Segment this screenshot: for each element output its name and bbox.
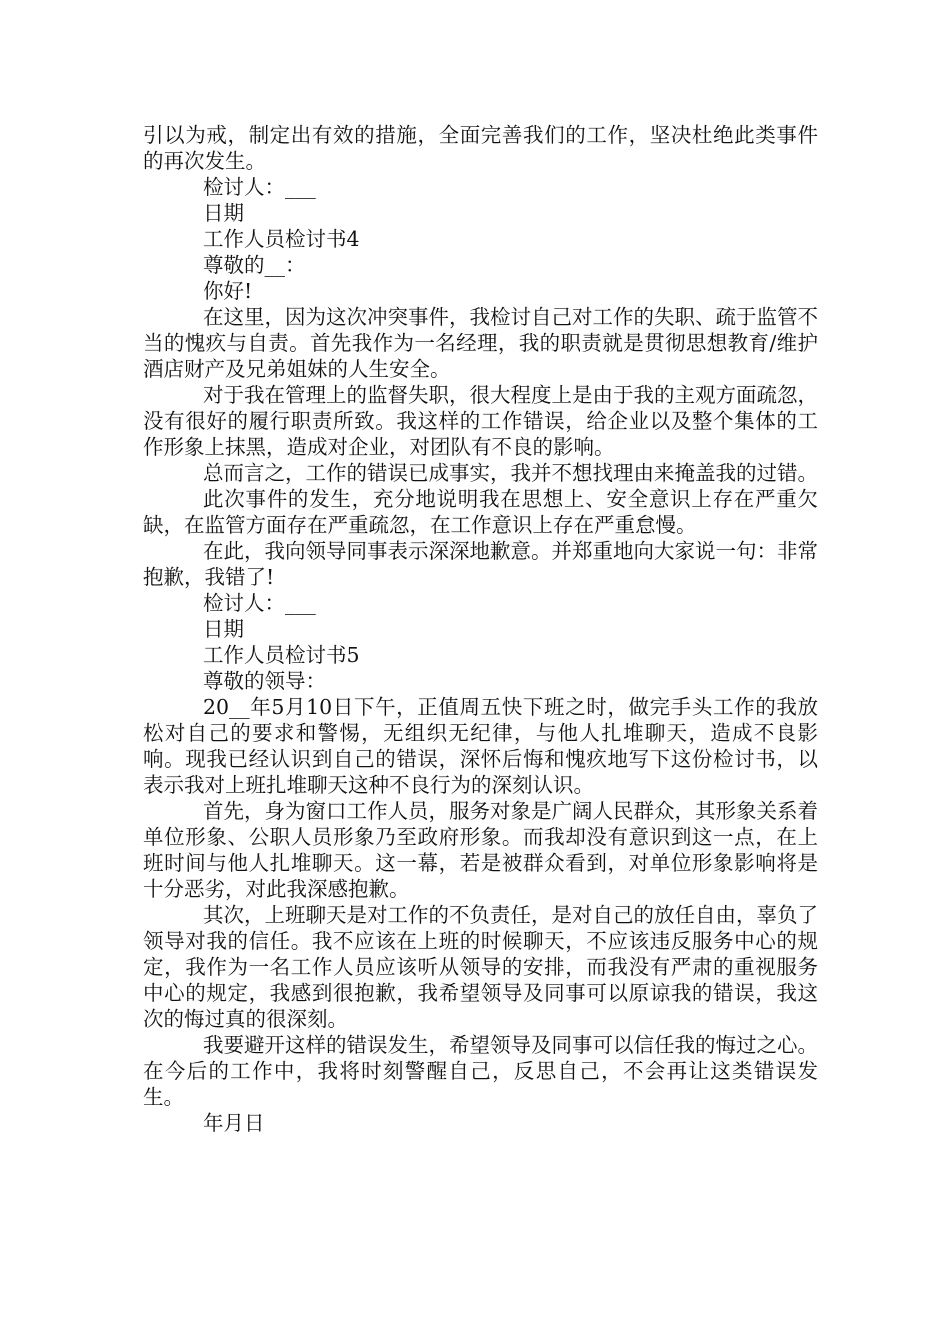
- date-line: 年月日: [203, 1111, 265, 1135]
- document-body: [143, 122, 818, 1136]
- signature-line: 检讨人：___: [203, 591, 316, 615]
- greeting: 你好!: [203, 279, 253, 303]
- body-paragraph: 在这里，因为这次冲突事件，我检讨自己对工作的失职、疏于监管不当的愧疚与自责。首先我作为一名经理，我的职责就是贯彻思想教育/维护酒店财产及兄弟姐妹的人生安全。: [143, 305, 818, 381]
- body-paragraph: 20__年5月10日下午，正值周五快下班之时，做完手头工作的我放松对自己的要求和警惕，无组织无纪律，与他人扎堆聊天，造成不良影响。现我已经认识到自己的错误，深怀后悔和愧疚地写下这份检讨书，以表示我对上班扎堆聊天这种不良行为的深刻认识。: [143, 695, 818, 797]
- salutation: 尊敬的__：: [203, 253, 306, 277]
- body-paragraph: 对于我在管理上的监督失职，很大程度上是由于我的主观方面疏忽，没有很好的履行职责所致。我这样的工作错误，给企业以及整个集体的工作形象上抹黑，造成对企业，对团队有不良的影响。: [143, 383, 818, 459]
- section-title: 工作人员检讨书4: [203, 227, 360, 251]
- signature-line: 检讨人：___: [203, 175, 316, 199]
- salutation: 尊敬的领导：: [203, 669, 326, 693]
- body-paragraph: 此次事件的发生，充分地说明我在思想上、安全意识上存在严重欠缺，在监管方面存在严重疏忽，在工作意识上存在严重怠慢。: [143, 487, 818, 537]
- body-paragraph: 其次，上班聊天是对工作的不负责任，是对自己的放任自由，辜负了领导对我的信任。我不应该在上班的时候聊天，不应该违反服务中心的规定，我作为一名工作人员应该听从领导的安排，而我没有严肃的重视服务中心的规定，我感到很抱歉，我希望领导及同事可以原谅我的错误，我这次的悔过真的很深刻。: [143, 903, 818, 1031]
- body-paragraph: 在此，我向领导同事表示深深地歉意。并郑重地向大家说一句：非常抱歉，我错了!: [143, 539, 818, 589]
- date-line: 日期: [203, 617, 244, 641]
- section-title: 工作人员检讨书5: [203, 643, 360, 667]
- date-line: 日期: [203, 201, 244, 225]
- body-paragraph: 首先，身为窗口工作人员，服务对象是广阔人民群众，其形象关系着单位形象、公职人员形象乃至政府形象。而我却没有意识到这一点，在上班时间与他人扎堆聊天。这一幕，若是被群众看到，对单位形象影响将是十分恶劣，对此我深感抱歉。: [143, 799, 818, 901]
- body-paragraph: 总而言之，工作的错误已成事实，我并不想找理由来掩盖我的过错。: [203, 461, 818, 485]
- paragraph-continuation: 引以为戒，制定出有效的措施，全面完善我们的工作，坚决杜绝此类事件的再次发生。: [143, 123, 818, 173]
- body-paragraph: 我要避开这样的错误发生，希望领导及同事可以信任我的悔过之心。在今后的工作中，我将时刻警醒自己，反思自己，不会再让这类错误发生。: [143, 1033, 818, 1109]
